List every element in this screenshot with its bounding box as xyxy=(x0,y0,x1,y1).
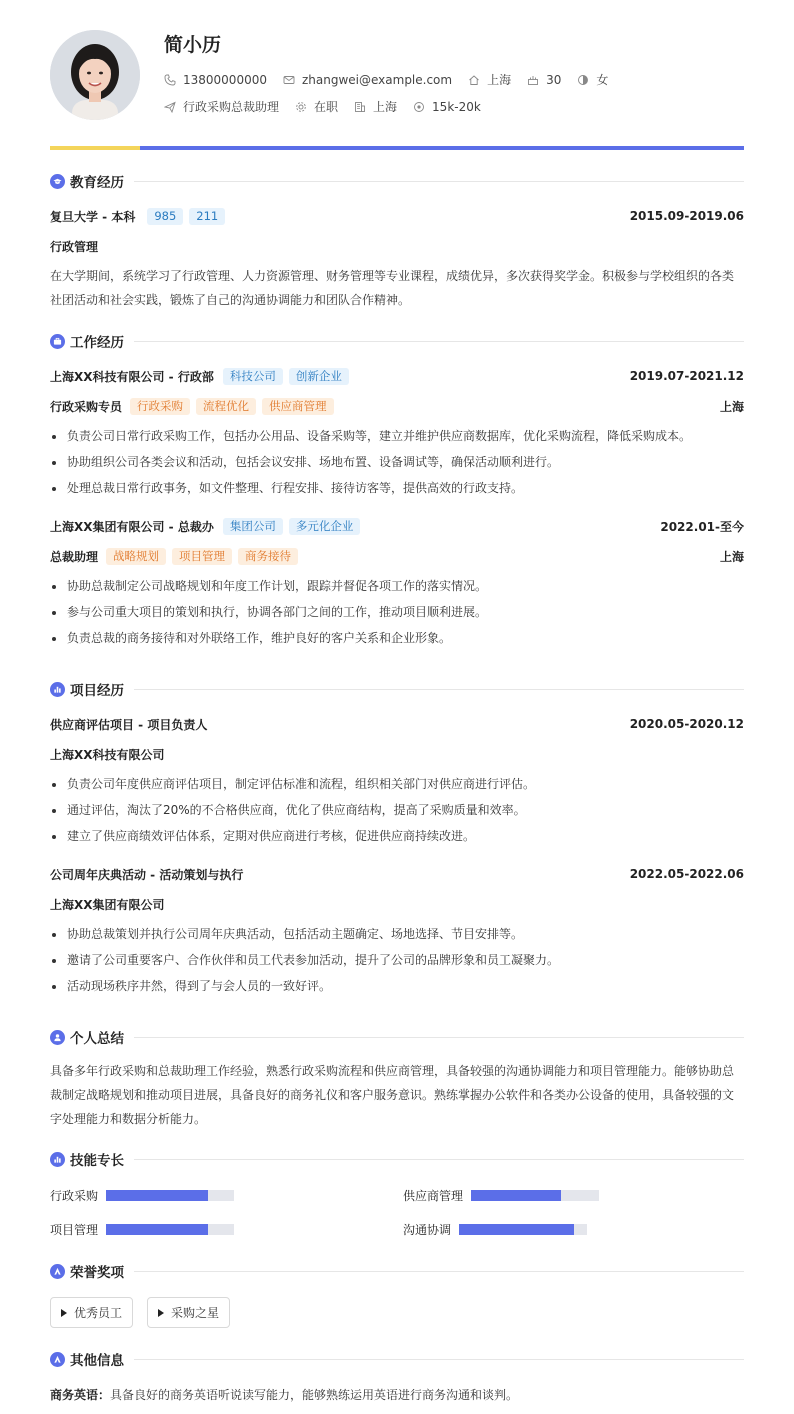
work-date: 2022.01-至今 xyxy=(660,519,744,534)
skill-item xyxy=(50,1187,234,1204)
project-date: 2020.05-2020.12 xyxy=(629,717,744,731)
location-item xyxy=(468,71,511,88)
briefcase-icon xyxy=(50,334,65,349)
gender-text: 女 xyxy=(596,73,609,87)
summary-text xyxy=(50,1059,744,1131)
project-org-row xyxy=(50,744,744,764)
major-row xyxy=(50,236,744,256)
location-text: 上海 xyxy=(487,73,512,87)
phone-icon xyxy=(164,74,176,86)
project-org-row xyxy=(50,894,744,914)
job-intention-row xyxy=(164,98,497,115)
skill-name: 沟通协调 xyxy=(403,1223,452,1237)
target-city-text: 上海 xyxy=(373,100,398,114)
project-bullet: 建立了供应商绩效评估体系，定期对供应商进行考核，促进供应商持续改进。 xyxy=(50,826,744,846)
section-divider xyxy=(134,1359,744,1360)
skill-name: 行政采购 xyxy=(50,1189,99,1203)
education-header-row xyxy=(50,206,744,226)
honor-badge xyxy=(50,1297,133,1328)
work-date: 2019.07-2021.12 xyxy=(629,369,744,383)
bar-chart-icon xyxy=(50,1152,65,1167)
section-heading: 技能专长 xyxy=(70,1153,124,1169)
company-tag: 集团公司 xyxy=(223,518,283,535)
company-tag: 科技公司 xyxy=(223,368,283,385)
target-city-item xyxy=(354,98,397,115)
target-job-item xyxy=(164,98,279,115)
section-education-title xyxy=(50,171,744,191)
section-work-title xyxy=(50,331,744,351)
skill-bar-track xyxy=(106,1190,234,1201)
cake-icon xyxy=(527,74,539,86)
position-tag: 商务接待 xyxy=(238,548,298,565)
project-bullet: 负责公司年度供应商评估项目，制定评估标准和流程，组织相关部门对供应商进行评估。 xyxy=(50,774,744,794)
school-name: 复旦大学 - 本科 xyxy=(50,209,136,224)
honor-label: 采购之星 xyxy=(171,1306,220,1320)
school-tag: 211 xyxy=(189,208,225,225)
section-summary-title xyxy=(50,1027,744,1047)
project-bullet: 通过评估，淘汰了20%的不合格供应商，优化了供应商结构，提高了采购质量和效率。 xyxy=(50,800,744,820)
section-other-title xyxy=(50,1349,744,1369)
work-bullet: 处理总裁日常行政事务，如文件整理、行程安排、接待访客等，提供高效的行政支持。 xyxy=(50,478,744,498)
section-divider xyxy=(134,181,744,182)
avatar-portrait-icon xyxy=(50,30,140,120)
company-tag: 创新企业 xyxy=(289,368,349,385)
project-header-row xyxy=(50,714,744,734)
section-divider xyxy=(134,1159,744,1160)
section-heading: 其他信息 xyxy=(70,1353,124,1369)
skill-item xyxy=(50,1221,234,1238)
award-icon xyxy=(50,1352,65,1367)
salary-item xyxy=(413,100,481,114)
work-bullet: 协助总裁制定公司战略规划和年度工作计划，跟踪并督促各项工作的落实情况。 xyxy=(50,576,744,596)
status-text: 在职 xyxy=(314,100,339,114)
company-name: 上海XX科技有限公司 - 行政部 xyxy=(50,369,214,384)
status-item xyxy=(295,98,338,115)
position-tag: 项目管理 xyxy=(172,548,232,565)
section-heading: 个人总结 xyxy=(70,1031,124,1047)
graduation-cap-icon xyxy=(50,174,65,189)
candidate-name: 简小历 xyxy=(164,34,222,56)
salary-text: 15k-20k xyxy=(432,99,481,114)
honor-label: 优秀员工 xyxy=(74,1306,123,1320)
bar-chart-icon xyxy=(50,682,65,697)
education-description: 在大学期间，系统学习了行政管理、人力资源管理、财务管理等专业课程，成绩优异，多次获得奖学金。积极参与学校组织的各类社团活动和社会实践，锻炼了自己的沟通协调能力和团队合作精神。 xyxy=(50,269,735,307)
section-skills-title xyxy=(50,1149,744,1169)
target-job-text: 行政采购总裁助理 xyxy=(183,100,280,114)
work-city: 上海 xyxy=(719,549,744,564)
email-text: zhangwei@example.com xyxy=(301,72,453,87)
phone-text: 13800000000 xyxy=(183,72,267,87)
header-divider-bar xyxy=(50,146,744,150)
section-heading: 工作经历 xyxy=(70,335,124,351)
play-triangle-icon xyxy=(158,1309,164,1317)
skill-bar-track xyxy=(459,1224,587,1235)
skill-bar-fill xyxy=(106,1190,208,1201)
work-city: 上海 xyxy=(719,399,744,414)
project-title: 公司周年庆典活动 - 活动策划与执行 xyxy=(50,867,244,882)
email-item xyxy=(283,73,452,87)
position-name: 行政采购专员 xyxy=(50,399,123,414)
home-icon xyxy=(468,74,480,86)
company-name: 上海XX集团有限公司 - 总裁办 xyxy=(50,519,214,534)
skill-name: 供应商管理 xyxy=(403,1189,464,1203)
section-divider xyxy=(134,1037,744,1038)
other-info-label: 商务英语： xyxy=(50,1387,111,1402)
work-bullet: 负责总裁的商务接待和对外联络工作，维护良好的客户关系和企业形象。 xyxy=(50,628,744,648)
other-info-row xyxy=(50,1384,744,1404)
section-heading: 项目经历 xyxy=(70,683,124,699)
project-bullet: 协助总裁策划并执行公司周年庆典活动，包括活动主题确定、场地选择、节目安排等。 xyxy=(50,924,744,944)
skill-item xyxy=(403,1221,587,1238)
project-bullet: 活动现场秩序井然，得到了与会人员的一致好评。 xyxy=(50,976,744,996)
award-icon xyxy=(50,1264,65,1279)
age-text: 30 xyxy=(546,72,562,87)
gender-item xyxy=(577,71,608,88)
summary-line: 具备多年行政采购和总裁助理工作经验，熟悉行政采购流程和供应商管理，具备较强的沟通协调能力和项目管理能力。能够协助总 xyxy=(50,1064,735,1078)
section-projects-title xyxy=(50,679,744,699)
avatar xyxy=(50,30,140,120)
mail-icon xyxy=(283,74,295,86)
school-tag: 985 xyxy=(147,208,183,225)
position-tag: 供应商管理 xyxy=(262,398,334,415)
project-org: 上海XX集团有限公司 xyxy=(50,897,165,912)
skill-bar-fill xyxy=(106,1224,208,1235)
gear-icon xyxy=(295,101,307,113)
skill-bar-fill xyxy=(459,1224,574,1235)
work-company-row xyxy=(50,516,744,536)
education-date: 2015.09-2019.06 xyxy=(629,209,744,223)
work-company-row xyxy=(50,366,744,386)
building-icon xyxy=(354,101,366,113)
section-divider xyxy=(134,341,744,342)
position-tag: 战略规划 xyxy=(106,548,166,565)
work-bullet: 参与公司重大项目的策划和执行，协调各部门之间的工作，推动项目顺利进展。 xyxy=(50,602,744,622)
work-bullet: 协助组织公司各类会议和活动，包括会议安排、场地布置、设备调试等，确保活动顺利进行。 xyxy=(50,452,744,472)
age-item xyxy=(527,73,561,87)
play-triangle-icon xyxy=(61,1309,67,1317)
honor-badge xyxy=(147,1297,230,1328)
phone-item xyxy=(164,73,267,87)
header-divider-accent xyxy=(50,146,140,150)
project-bullet: 邀请了公司重要客户、合作伙伴和员工代表参加活动，提升了公司的品牌形象和员工凝聚力。 xyxy=(50,950,744,970)
position-tag: 流程优化 xyxy=(196,398,256,415)
user-icon xyxy=(50,1030,65,1045)
skill-bar-track xyxy=(106,1224,234,1235)
work-bullet: 负责公司日常行政采购工作，包括办公用品、设备采购等，建立并维护供应商数据库，优化采购流程，降低采购成本。 xyxy=(50,426,744,446)
company-tag: 多元化企业 xyxy=(289,518,361,535)
project-date: 2022.05-2022.06 xyxy=(629,867,744,881)
major-name: 行政管理 xyxy=(50,239,99,254)
section-divider xyxy=(134,689,744,690)
section-honors-title xyxy=(50,1261,744,1281)
section-heading: 荣誉奖项 xyxy=(70,1265,124,1281)
project-title: 供应商评估项目 - 项目负责人 xyxy=(50,717,208,732)
work-position-row xyxy=(50,396,744,416)
skill-bar-fill xyxy=(471,1190,561,1201)
position-tag: 行政采购 xyxy=(130,398,190,415)
other-info-text: 具备良好的商务英语听说读写能力，能够熟练运用英语进行商务沟通和谈判。 xyxy=(110,1387,519,1402)
skill-bar-track xyxy=(471,1190,599,1201)
work-position-row xyxy=(50,546,744,566)
summary-line: 字处理能力和数据分析能力。 xyxy=(50,1112,207,1126)
project-org: 上海XX科技有限公司 xyxy=(50,747,165,762)
section-divider xyxy=(134,1271,744,1272)
skill-item xyxy=(403,1187,599,1204)
skill-name: 项目管理 xyxy=(50,1223,99,1237)
summary-line: 裁制定战略规划和推动项目进展，具备良好的商务礼仪和客户服务意识。熟练掌握办公软件和各类办公设备的使用，具备较强的文 xyxy=(50,1088,735,1102)
gender-icon xyxy=(577,74,589,86)
contact-info-row xyxy=(164,71,624,88)
send-icon xyxy=(164,101,176,113)
salary-icon xyxy=(413,101,425,113)
project-header-row xyxy=(50,864,744,884)
section-heading: 教育经历 xyxy=(70,175,124,191)
position-name: 总裁助理 xyxy=(50,549,99,564)
